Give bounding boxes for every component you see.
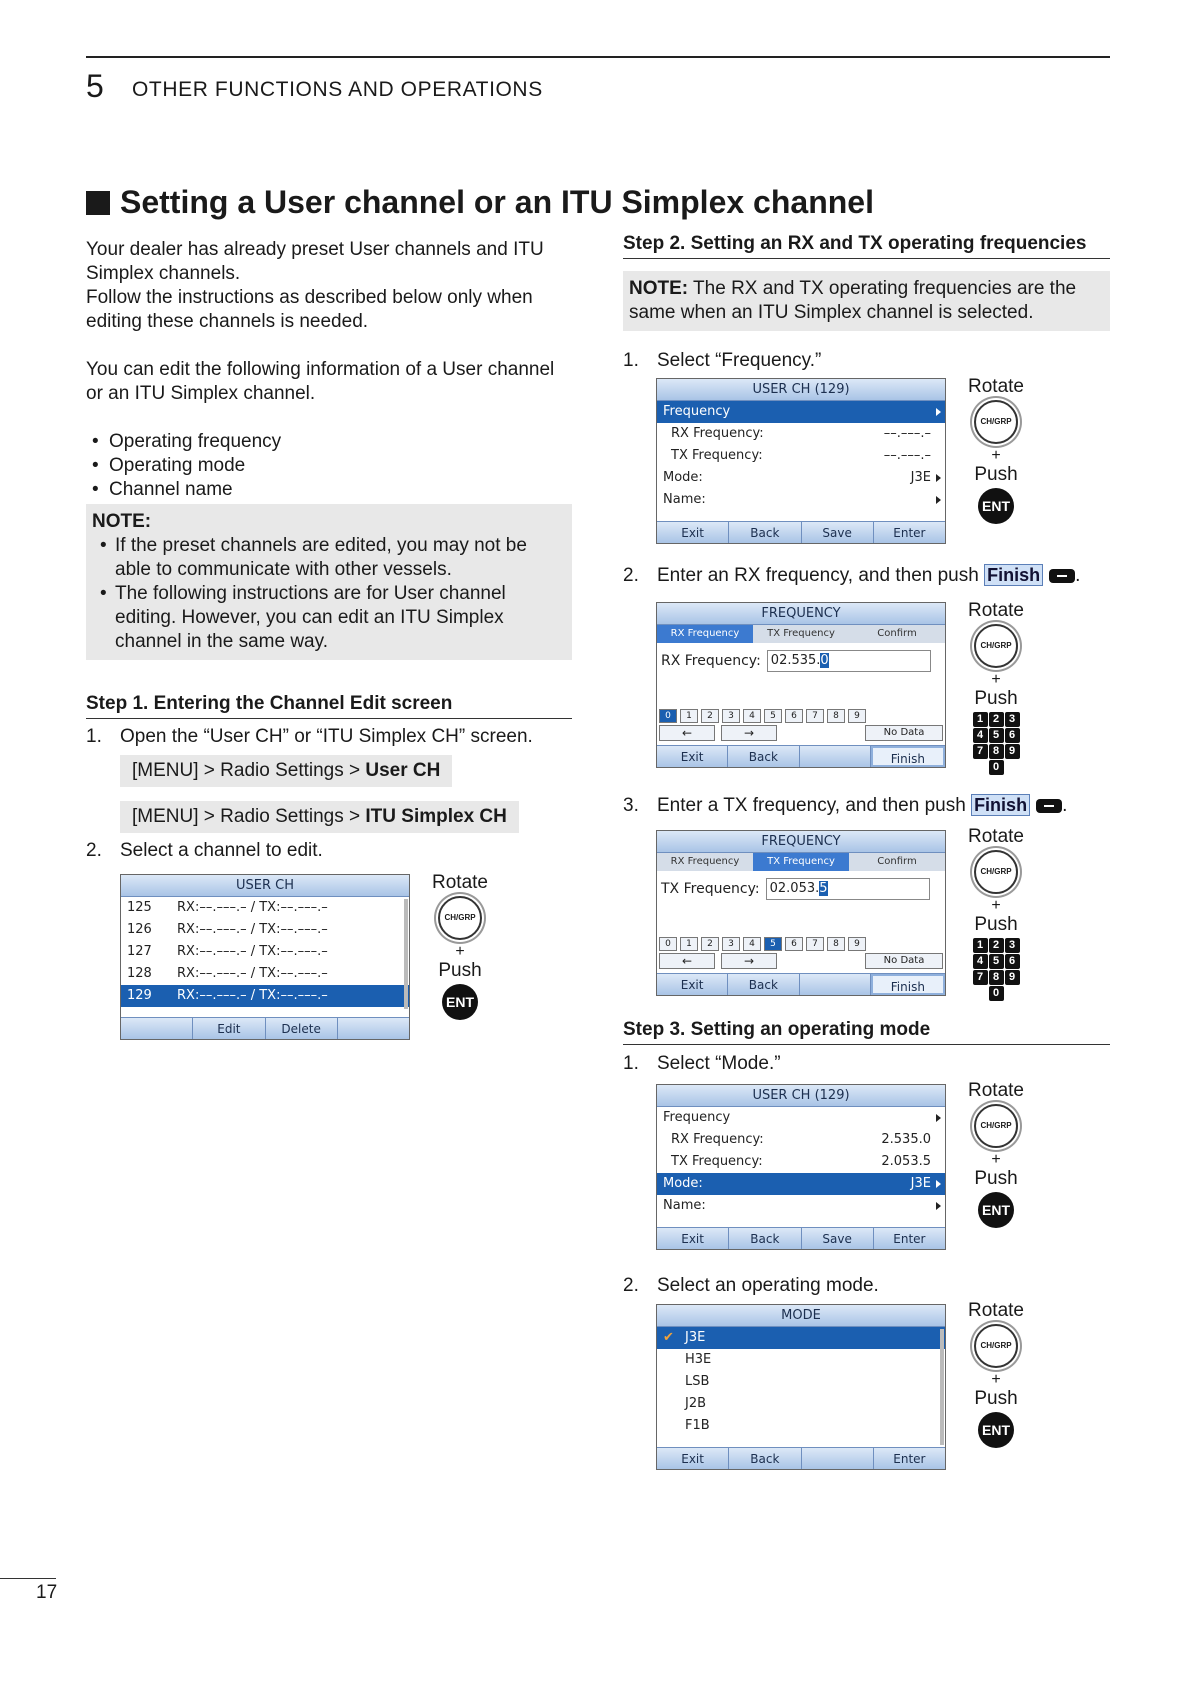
cursor-left-button[interactable]: ← <box>659 953 715 969</box>
back-button[interactable]: Back <box>728 746 799 767</box>
entry-label: TX Frequency: <box>661 881 760 897</box>
softkey-empty <box>800 746 871 767</box>
row-value: ––.–––.– <box>883 448 931 463</box>
menu-row-frequency[interactable] <box>657 401 945 423</box>
rotate-label: Rotate <box>968 1080 1024 1101</box>
rotate-push-control <box>420 872 500 1020</box>
row-label: Frequency <box>663 1110 731 1125</box>
channel-row-selected[interactable] <box>121 985 409 1007</box>
step3-heading: Step 3. Setting an operating mode <box>623 1018 1110 1045</box>
row-label: Mode: <box>663 470 703 485</box>
path-target: ITU Simplex CH <box>365 806 507 827</box>
row-label: TX Frequency: <box>671 448 763 463</box>
entry-label: RX Frequency: <box>661 653 761 669</box>
crumb-tx: TX Frequency <box>767 628 835 639</box>
back-button[interactable]: Back <box>729 1448 801 1469</box>
rotate-push-keypad-control <box>956 826 1036 1001</box>
key-icon[interactable]: 5 <box>989 954 1004 969</box>
step-crumbs <box>657 853 945 871</box>
intro-paragraph-2: Follow the instructions as described below only when editing these channels is needed. <box>86 287 533 332</box>
digit-key[interactable]: 1 <box>680 709 698 723</box>
finish-softkey-label: Finish <box>984 564 1043 586</box>
row-value: 2.535.0 <box>881 1132 931 1147</box>
key-icon[interactable]: 4 <box>973 728 988 743</box>
softkey-icon <box>1049 569 1075 583</box>
digit-key[interactable]: 2 <box>701 709 719 723</box>
path-target: User CH <box>365 760 441 781</box>
entry-value: 02.535. <box>770 653 821 668</box>
crumb-rx: RX Frequency <box>670 856 740 867</box>
arrow-right-icon <box>936 1202 941 1210</box>
right-column <box>623 232 1110 373</box>
frequency-tx-screen <box>656 830 946 996</box>
channel-row[interactable] <box>121 897 409 919</box>
softkey-bar <box>657 521 945 543</box>
cursor-left-button[interactable]: ← <box>659 725 715 741</box>
menu-row-mode[interactable] <box>657 1173 945 1195</box>
key-icon[interactable]: 0 <box>989 760 1004 775</box>
step1-item-2 <box>86 839 572 863</box>
mode-option[interactable] <box>657 1393 945 1415</box>
item-number: 3. <box>623 795 639 816</box>
digit-key[interactable]: 6 <box>785 937 803 951</box>
item-text: Enter a TX frequency, and then push <box>657 795 972 816</box>
crumb-tx: TX Frequency <box>753 853 849 871</box>
rotate-label: Rotate <box>968 1300 1024 1321</box>
digit-key[interactable]: 7 <box>806 937 824 951</box>
note-text: The RX and TX operating frequencies are the same when an ITU Simplex channel is selected. <box>629 278 1077 323</box>
key-icon[interactable]: 8 <box>989 970 1004 985</box>
rotate-push-control <box>956 376 1036 524</box>
key-icon[interactable]: 2 <box>989 938 1004 953</box>
scrollbar[interactable] <box>940 1329 944 1445</box>
screen-title: USER CH <box>121 875 409 897</box>
channel-row[interactable] <box>121 963 409 985</box>
mode-label: J2B <box>685 1396 707 1411</box>
step1-heading: Step 1. Entering the Channel Edit screen <box>86 692 572 719</box>
digit-keys <box>659 709 943 723</box>
info-list <box>86 430 572 502</box>
note-label: NOTE: <box>92 511 152 532</box>
arrow-right-icon <box>936 408 941 416</box>
mode-label: J3E <box>685 1330 706 1345</box>
item-number: 1. <box>623 1053 639 1074</box>
push-label: Push <box>974 1168 1018 1189</box>
step-crumbs <box>657 625 945 643</box>
entry-cursor: 0 <box>820 653 829 668</box>
menu-path-2 <box>120 801 572 833</box>
enter-button[interactable]: Enter <box>893 1452 926 1466</box>
plus-sign: + <box>991 897 1001 914</box>
back-button[interactable]: Back <box>729 1228 801 1249</box>
key-icon[interactable]: 9 <box>1005 744 1020 759</box>
step3-item-2 <box>623 1274 1110 1298</box>
entry-cursor: 5 <box>819 881 828 896</box>
key-icon[interactable]: 1 <box>973 938 988 953</box>
menu-row-tx[interactable] <box>657 445 945 467</box>
note-box-2 <box>623 271 1110 331</box>
row-value: J3E <box>910 470 931 485</box>
digit-key[interactable]: 5 <box>764 937 782 951</box>
exit-button[interactable]: Exit <box>657 746 728 767</box>
entry-value: 02.053. <box>769 881 820 896</box>
row-label: RX Frequency: <box>671 1132 764 1147</box>
arrow-right-icon <box>936 1114 941 1122</box>
step2-item-2 <box>623 564 1113 588</box>
channel-number: 125 <box>127 900 152 915</box>
digit-key[interactable]: 9 <box>848 709 866 723</box>
push-label: Push <box>974 1388 1018 1409</box>
keypad-icon <box>956 938 1036 1001</box>
key-icon[interactable]: 7 <box>973 744 988 759</box>
item-text: Select “Frequency.” <box>657 350 822 371</box>
arrow-right-icon <box>936 1180 941 1188</box>
ch-grp-knob-icon[interactable]: CH/GRP <box>974 850 1018 894</box>
softkey-bar <box>657 1447 945 1469</box>
softkey-empty <box>800 974 871 995</box>
plus-sign: + <box>455 943 465 960</box>
item-number: 2. <box>623 565 639 586</box>
channel-freqs: RX:––.–––.– / TX:––.–––.– <box>177 988 328 1003</box>
channel-number: 129 <box>127 988 152 1003</box>
section-title-text: Setting a User channel or an ITU Simplex channel <box>120 184 874 220</box>
menu-row-name[interactable] <box>657 1195 945 1217</box>
tx-frequency-input[interactable] <box>766 878 930 900</box>
cursor-right-button[interactable]: → <box>721 953 777 969</box>
no-data-button[interactable]: No Data <box>865 953 943 969</box>
plus-sign: + <box>991 1371 1001 1388</box>
mode-label: F1B <box>685 1418 710 1433</box>
key-icon[interactable]: 6 <box>1005 728 1020 743</box>
channel-freqs: RX:––.–––.– / TX:––.–––.– <box>177 966 328 981</box>
plus-sign: + <box>991 447 1001 464</box>
save-button[interactable]: Save <box>802 522 874 543</box>
page-number: 17 <box>36 1582 58 1603</box>
item-text: Open the “User CH” or “ITU Simplex CH” screen. <box>120 726 533 747</box>
digit-key[interactable]: 2 <box>701 937 719 951</box>
ch-grp-knob-icon[interactable]: CH/GRP <box>974 1324 1018 1368</box>
left-column <box>86 238 572 863</box>
screen-title: FREQUENCY <box>657 831 945 853</box>
rotate-push-control <box>956 1080 1036 1228</box>
row-label: TX Frequency: <box>671 1154 763 1169</box>
keypad-icon <box>956 712 1036 775</box>
delete-button[interactable]: Delete <box>266 1018 338 1039</box>
key-icon[interactable]: 8 <box>989 744 1004 759</box>
softkey-bar <box>657 745 945 767</box>
user-ch-screen <box>120 874 410 1040</box>
item-number: 2. <box>623 1275 639 1296</box>
channel-row[interactable] <box>121 919 409 941</box>
channel-freqs: RX:––.–––.– / TX:––.–––.– <box>177 922 328 937</box>
key-icon[interactable]: 2 <box>989 712 1004 727</box>
key-icon[interactable]: 0 <box>989 986 1004 1001</box>
item-text: Select a channel to edit. <box>120 840 323 861</box>
rotate-push-control <box>956 1300 1036 1448</box>
plus-sign: + <box>991 1151 1001 1168</box>
push-label: Push <box>974 914 1018 935</box>
crumb-confirm: Confirm <box>877 856 917 867</box>
intro-paragraph-1: Your dealer has already preset User channels and ITU Simplex channels. <box>86 239 544 284</box>
note-item: • If the preset channels are edited, you may not be able to communicate with other vessels. <box>92 534 564 582</box>
mode-label: LSB <box>685 1374 710 1389</box>
menu-row-rx[interactable] <box>657 423 945 445</box>
finish-softkey-label: Finish <box>971 794 1030 816</box>
digit-key[interactable]: 1 <box>680 937 698 951</box>
menu-row-mode[interactable] <box>657 467 945 489</box>
rx-frequency-input[interactable] <box>767 650 931 672</box>
cursor-nav-row <box>659 725 943 743</box>
digit-key[interactable]: 3 <box>722 937 740 951</box>
period: . <box>1062 795 1068 816</box>
digit-key[interactable]: 3 <box>722 709 740 723</box>
softkey-empty <box>802 1448 874 1469</box>
key-icon[interactable]: 9 <box>1005 970 1020 985</box>
exit-button[interactable]: Exit <box>657 974 728 995</box>
finish-button[interactable]: Finish <box>871 974 945 995</box>
chapter-number: 5 <box>86 68 104 104</box>
check-icon: ✔ <box>663 1330 674 1345</box>
channel-row[interactable] <box>121 941 409 963</box>
item-number: 1. <box>623 350 639 371</box>
note-label: NOTE: <box>629 278 689 299</box>
rotate-label: Rotate <box>968 600 1024 621</box>
mode-screen <box>656 1304 946 1470</box>
push-label: Push <box>974 688 1018 709</box>
key-icon[interactable]: 5 <box>989 728 1004 743</box>
menu-row-tx[interactable] <box>657 1151 945 1173</box>
item-number: 1. <box>86 726 102 747</box>
ch-grp-knob-icon[interactable]: CH/GRP <box>438 896 482 940</box>
edit-button[interactable]: Edit <box>193 1018 265 1039</box>
period: . <box>1075 565 1081 586</box>
screen-title: MODE <box>657 1305 945 1327</box>
digit-key[interactable]: 8 <box>827 937 845 951</box>
header-rule <box>86 56 1110 58</box>
softkey-empty <box>121 1018 193 1039</box>
key-icon[interactable]: 6 <box>1005 954 1020 969</box>
rotate-label: Rotate <box>432 872 488 893</box>
digit-key[interactable]: 4 <box>743 709 761 723</box>
intro-paragraph-3: You can edit the following information of a User channel or an ITU Simplex channel. <box>86 359 555 404</box>
key-icon[interactable]: 3 <box>1005 938 1020 953</box>
rotate-label: Rotate <box>968 826 1024 847</box>
channel-number: 127 <box>127 944 152 959</box>
row-value: 2.053.5 <box>881 1154 931 1169</box>
row-label: RX Frequency: <box>671 426 764 441</box>
square-bullet-icon <box>86 191 110 215</box>
row-label: Name: <box>663 1198 706 1213</box>
ent-key-icon[interactable]: ENT <box>978 1412 1014 1448</box>
user-ch-129-screen-frequency <box>656 378 946 544</box>
ent-key-icon[interactable]: ENT <box>442 984 478 1020</box>
digit-key[interactable]: 7 <box>806 709 824 723</box>
back-button[interactable]: Back <box>729 522 801 543</box>
step2-item-3 <box>623 794 1113 818</box>
digit-key[interactable]: 0 <box>659 709 677 723</box>
push-label: Push <box>974 464 1018 485</box>
key-icon[interactable]: 4 <box>973 954 988 969</box>
arrow-right-icon <box>936 496 941 504</box>
enter-button[interactable]: Enter <box>893 526 926 540</box>
scrollbar[interactable] <box>404 899 408 1009</box>
exit-button[interactable]: Exit <box>657 1448 729 1469</box>
channel-number: 126 <box>127 922 152 937</box>
back-button[interactable]: Back <box>728 974 799 995</box>
row-value: ––.–––.– <box>883 426 931 441</box>
chapter-title: OTHER FUNCTIONS AND OPERATIONS <box>132 78 543 101</box>
rx-entry <box>657 643 945 679</box>
save-button[interactable]: Save <box>802 1228 874 1249</box>
softkey-bar <box>657 973 945 995</box>
enter-button[interactable]: Enter <box>893 1232 926 1246</box>
list-item: • Operating frequency <box>86 430 572 454</box>
tx-entry <box>657 871 945 907</box>
ch-grp-knob-icon[interactable]: CH/GRP <box>974 400 1018 444</box>
channel-freqs: RX:––.–––.– / TX:––.–––.– <box>177 944 328 959</box>
user-ch-129-screen-mode <box>656 1084 946 1250</box>
plus-sign: + <box>991 671 1001 688</box>
item-text: Select “Mode.” <box>657 1053 781 1074</box>
menu-row-rx[interactable] <box>657 1129 945 1151</box>
channel-freqs: RX:––.–––.– / TX:––.–––.– <box>177 900 328 915</box>
frequency-rx-screen <box>656 602 946 768</box>
menu-row-frequency[interactable] <box>657 1107 945 1129</box>
ch-grp-knob-icon[interactable]: CH/GRP <box>974 624 1018 668</box>
arrow-right-icon <box>936 474 941 482</box>
digit-keys <box>659 937 943 951</box>
row-label: Name: <box>663 492 706 507</box>
no-data-button[interactable]: No Data <box>865 725 943 741</box>
digit-key[interactable]: 8 <box>827 709 845 723</box>
note-box <box>86 504 572 660</box>
rotate-label: Rotate <box>968 376 1024 397</box>
row-label: Mode: <box>663 1176 703 1191</box>
channel-number: 128 <box>127 966 152 981</box>
ch-grp-knob-icon[interactable]: CH/GRP <box>974 1104 1018 1148</box>
cursor-nav-row <box>659 953 943 971</box>
ent-key-icon[interactable]: ENT <box>978 488 1014 524</box>
softkey-bar <box>657 1227 945 1249</box>
step2-item-1 <box>623 349 1110 373</box>
screen-title: USER CH (129) <box>657 379 945 401</box>
item-text: Select an operating mode. <box>657 1275 879 1296</box>
rotate-push-keypad-control <box>956 600 1036 775</box>
item-text: Enter an RX frequency, and then push <box>657 565 985 586</box>
crumb-confirm: Confirm <box>877 628 917 639</box>
note-item: • The following instructions are for User channel editing. However, you can edit an ITU Simplex channel in the same way. <box>92 582 564 654</box>
softkey-bar <box>121 1017 409 1039</box>
key-icon[interactable]: 3 <box>1005 712 1020 727</box>
path-prefix: [MENU] > Radio Settings > <box>132 760 366 781</box>
softkey-icon <box>1036 799 1062 813</box>
screen-title: USER CH (129) <box>657 1085 945 1107</box>
menu-path-1 <box>120 755 572 787</box>
softkey-empty <box>338 1018 409 1039</box>
ent-key-icon[interactable]: ENT <box>978 1192 1014 1228</box>
exit-button[interactable]: Exit <box>657 522 729 543</box>
crumb-rx: RX Frequency <box>657 625 753 643</box>
mode-option[interactable] <box>657 1349 945 1371</box>
finish-button[interactable]: Finish <box>871 746 945 767</box>
exit-button[interactable]: Exit <box>657 1228 729 1249</box>
screen-title: FREQUENCY <box>657 603 945 625</box>
key-icon[interactable]: 7 <box>973 970 988 985</box>
row-label: Frequency <box>663 404 731 419</box>
digit-key[interactable]: 5 <box>764 709 782 723</box>
item-number: 2. <box>86 840 102 861</box>
digit-key[interactable]: 0 <box>659 937 677 951</box>
row-value: J3E <box>910 1176 931 1191</box>
key-icon[interactable]: 1 <box>973 712 988 727</box>
mode-option-selected[interactable] <box>657 1327 945 1349</box>
page-number-rule <box>0 1578 56 1579</box>
list-item: • Channel name <box>86 478 572 502</box>
menu-row-name[interactable] <box>657 489 945 511</box>
digit-key[interactable]: 9 <box>848 937 866 951</box>
cursor-right-button[interactable]: → <box>721 725 777 741</box>
digit-key[interactable]: 6 <box>785 709 803 723</box>
digit-key[interactable]: 4 <box>743 937 761 951</box>
section-title <box>86 184 874 221</box>
mode-option[interactable] <box>657 1415 945 1437</box>
step1-item-1 <box>86 725 572 749</box>
list-item: • Operating mode <box>86 454 572 478</box>
mode-option[interactable] <box>657 1371 945 1393</box>
step2-heading: Step 2. Setting an RX and TX operating frequencies <box>623 232 1110 259</box>
push-label: Push <box>438 960 482 981</box>
step3-item-1 <box>623 1052 1110 1076</box>
path-prefix: [MENU] > Radio Settings > <box>132 806 366 827</box>
mode-label: H3E <box>685 1352 712 1367</box>
